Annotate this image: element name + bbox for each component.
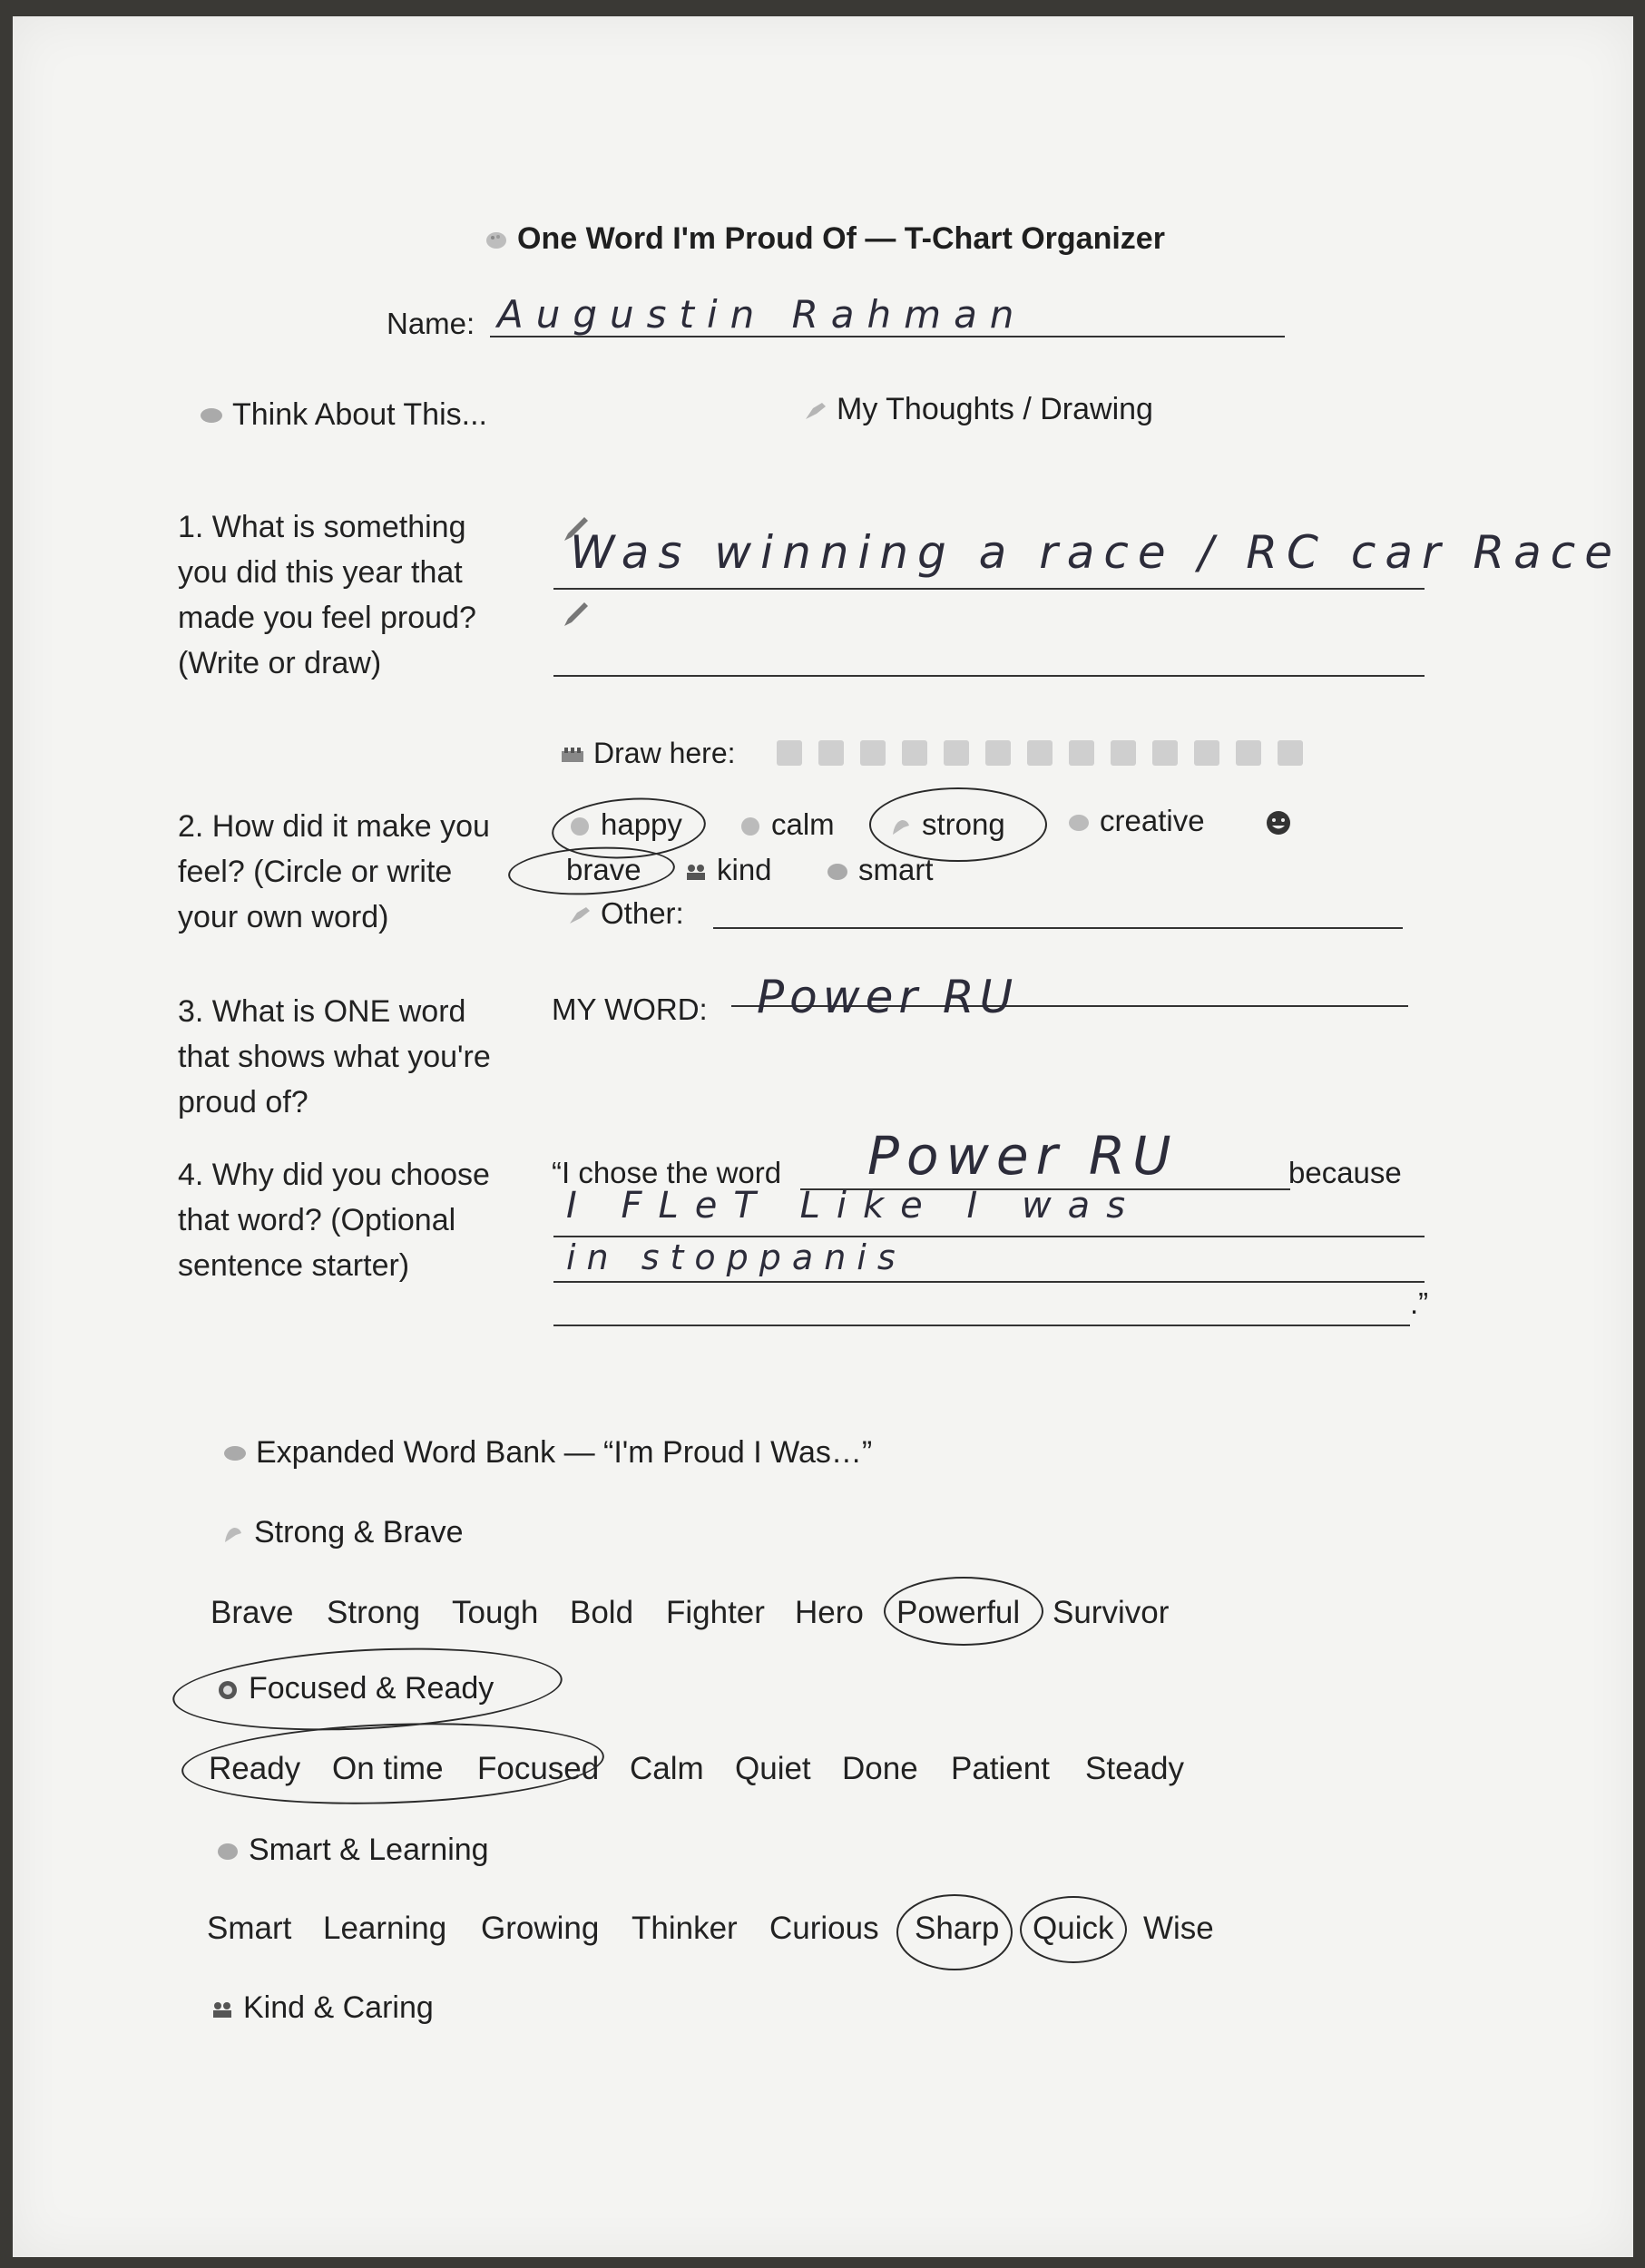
- feeling-brave[interactable]: brave: [566, 853, 641, 886]
- circle-mark: [896, 1894, 1013, 1970]
- writing-hand-icon: [568, 905, 592, 925]
- other-line[interactable]: [713, 927, 1403, 929]
- my-word-handwriting: Power RU: [757, 971, 1019, 1023]
- word-bank-word[interactable]: Quiet: [735, 1751, 811, 1786]
- brain-icon: [216, 1842, 240, 1862]
- reason-line[interactable]: [553, 1325, 1410, 1326]
- question-1: 1. What is something you did this year that made you feel proud? (Write or draw): [178, 510, 476, 680]
- word-bank-word[interactable]: Calm: [630, 1751, 704, 1786]
- palette-icon: [485, 230, 508, 250]
- name-label: Name:: [387, 307, 475, 340]
- word-bank-word[interactable]: Learning: [323, 1911, 447, 1946]
- feeling-creative[interactable]: creative: [1067, 804, 1205, 838]
- answer-line[interactable]: [553, 588, 1425, 590]
- thought-bubble-icon: [223, 1444, 247, 1464]
- circle-mark: [869, 787, 1047, 862]
- crayon-box-icon: [561, 746, 584, 766]
- word-bank-word[interactable]: Focused: [477, 1751, 600, 1786]
- section-heading-kind: Kind & Caring: [211, 1990, 434, 2026]
- closing-quote: .”: [1410, 1286, 1429, 1320]
- word-bank-word[interactable]: Brave: [211, 1595, 294, 1630]
- my-word-label: MY WORD:: [552, 992, 708, 1026]
- feeling-strong[interactable]: strong: [889, 807, 1005, 842]
- word-bank-word[interactable]: Wise: [1143, 1911, 1214, 1946]
- circle-mark: [884, 1577, 1043, 1646]
- name-handwriting: Augustin Rahman: [497, 292, 1027, 337]
- question-3: 3. What is ONE word that shows what you're proud of?: [178, 994, 491, 1119]
- word-bank-word[interactable]: Growing: [481, 1911, 600, 1946]
- chosen-word-handwriting: Power RU: [867, 1125, 1179, 1187]
- flexed-arm-icon: [221, 1524, 245, 1544]
- word-bank-word[interactable]: Sharp: [915, 1911, 1000, 1946]
- people-icon: [211, 1999, 234, 2019]
- sentence-starter: “I chose the word: [552, 1156, 782, 1189]
- word-bank-word[interactable]: Tough: [452, 1595, 539, 1630]
- worksheet-title: One Word I'm Proud Of — T-Chart Organizer: [485, 221, 1165, 257]
- word-bank-word[interactable]: Fighter: [666, 1595, 765, 1630]
- brain-icon: [826, 862, 849, 882]
- reason-handwriting-1: I FLeT Like I was: [566, 1185, 1142, 1227]
- worksheet-paper: [13, 16, 1633, 2257]
- section-heading-smart: Smart & Learning: [216, 1833, 489, 1868]
- word-bank-word[interactable]: Survivor: [1053, 1595, 1170, 1630]
- feeling-other: Other:: [568, 896, 684, 931]
- circle-mark: [1020, 1896, 1127, 1963]
- palette-icon: [1067, 813, 1091, 833]
- thought-bubble-icon: [200, 406, 223, 426]
- word-bank-word[interactable]: Done: [842, 1751, 918, 1786]
- word-bank-word[interactable]: Strong: [327, 1595, 421, 1630]
- question-1-answer: Was winning a race / RC car Race: [570, 526, 1622, 579]
- word-bank-word[interactable]: Steady: [1085, 1751, 1184, 1786]
- people-icon: [684, 862, 708, 882]
- section-heading-strong: Strong & Brave: [221, 1515, 464, 1550]
- feeling-kind[interactable]: kind: [684, 853, 772, 887]
- section-heading-focused: Focused & Ready: [216, 1671, 494, 1706]
- writing-hand-icon: [804, 401, 827, 421]
- word-bank-word[interactable]: Ready: [209, 1751, 301, 1786]
- grin-face-icon: [1265, 809, 1292, 841]
- feeling-smart[interactable]: smart: [826, 853, 934, 887]
- question-2: 2. How did it make you feel? (Circle or write your own word): [178, 809, 490, 934]
- question-4: 4. Why did you choose that word? (Optional sentence starter): [178, 1158, 490, 1283]
- word-bank-word[interactable]: Quick: [1033, 1911, 1114, 1946]
- answer-line[interactable]: [553, 675, 1425, 677]
- word-bank-word[interactable]: Thinker: [632, 1911, 738, 1946]
- draw-here: Draw here:: [561, 737, 736, 770]
- word-bank-word[interactable]: Bold: [570, 1595, 634, 1630]
- circle-mark: [181, 1716, 606, 1811]
- word-bank-word[interactable]: Powerful: [896, 1595, 1021, 1630]
- reason-handwriting-2: in stoppanis: [566, 1237, 906, 1277]
- word-bank-word[interactable]: Hero: [795, 1595, 864, 1630]
- pencil-icon: [561, 599, 592, 634]
- relieved-face-icon: [739, 816, 762, 836]
- circle-mark: [507, 843, 676, 899]
- feeling-calm[interactable]: calm: [739, 807, 835, 842]
- left-column-header: Think About This...: [200, 397, 487, 433]
- word-bank-word[interactable]: Patient: [951, 1751, 1050, 1786]
- word-bank-word[interactable]: Smart: [207, 1911, 292, 1946]
- because-label: because: [1288, 1156, 1402, 1189]
- word-bank-word[interactable]: On time: [332, 1751, 444, 1786]
- right-column-header: My Thoughts / Drawing: [804, 392, 1153, 427]
- feeling-happy[interactable]: happy: [568, 807, 682, 842]
- word-bank-title: Expanded Word Bank — “I'm Proud I Was…”: [223, 1435, 872, 1471]
- reason-line[interactable]: [553, 1281, 1425, 1283]
- word-bank-word[interactable]: Curious: [769, 1911, 879, 1946]
